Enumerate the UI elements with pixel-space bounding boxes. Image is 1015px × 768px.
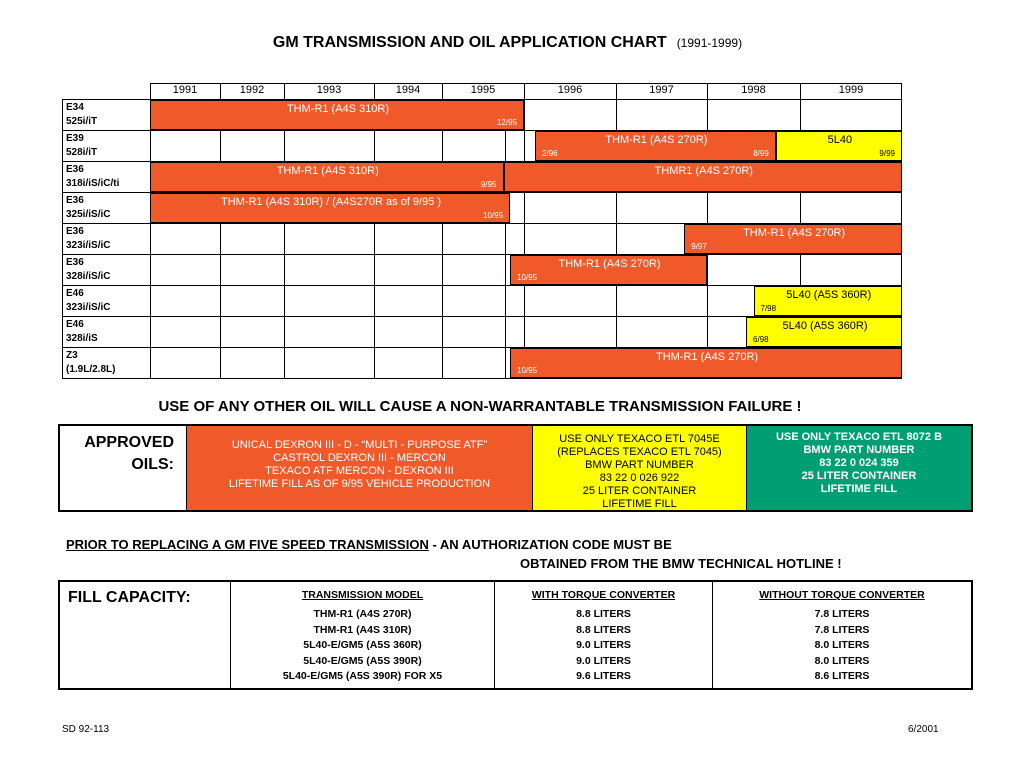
fill-capacity-box bbox=[58, 580, 973, 690]
oil-box-texaco-8072b bbox=[746, 426, 971, 510]
bar-start-date: 6/98 bbox=[753, 335, 769, 344]
model-series: E36 bbox=[66, 257, 84, 268]
fill-col-without-converter bbox=[712, 582, 971, 688]
fill-cell: THM-R1 (A4S 270R) bbox=[313, 608, 412, 620]
model-variant: (1.9L/2.8L) bbox=[66, 364, 116, 375]
fill-cell: 7.8 LITERS bbox=[814, 608, 870, 620]
bar-label: THM-R1 (A4S 310R) bbox=[286, 103, 390, 115]
bar-end-date: 12/95 bbox=[496, 118, 517, 127]
approved-oils-label bbox=[60, 426, 186, 510]
footer-date: 6/2001 bbox=[908, 724, 939, 735]
model-series: E34 bbox=[66, 102, 84, 113]
fill-cell: 8.6 LITERS bbox=[814, 670, 870, 682]
oil-line: 25 LITER CONTAINER bbox=[582, 485, 697, 497]
model-series: E39 bbox=[66, 133, 84, 144]
bar-start-date: 10/95 bbox=[517, 273, 538, 282]
year-header-1999: 1999 bbox=[838, 84, 864, 96]
transmission-bar bbox=[746, 317, 902, 347]
bar-label: THM-R1 (A4S 270R) bbox=[558, 258, 661, 270]
fill-cell: 5L40-E/GM5 (A5S 390R) FOR X5 bbox=[282, 670, 443, 682]
fill-cell: 8.0 LITERS bbox=[814, 654, 870, 667]
authorization-underlined: PRIOR TO REPLACING A GM FIVE SPEED TRANSMISSION bbox=[66, 537, 429, 552]
fill-cell: 5L40-E/GM5 (A5S 360R) bbox=[303, 639, 422, 651]
year-header-1997: 1997 bbox=[649, 84, 674, 96]
authorization-line1 bbox=[66, 537, 672, 552]
fill-cell: THM-R1 (A4S 310R) bbox=[313, 623, 412, 636]
fill-col-model bbox=[230, 582, 494, 688]
year-header-1995: 1995 bbox=[470, 84, 496, 96]
bar-label: THM-R1 (A4S 270R) bbox=[605, 134, 708, 146]
model-label bbox=[66, 349, 115, 377]
model-label bbox=[66, 132, 97, 160]
bar-label: 5L40 bbox=[827, 134, 853, 146]
oil-line: CASTROL DEXRON III - MERCON bbox=[273, 452, 446, 464]
oil-line: LIFETIME FILL AS OF 9/95 VEHICLE PRODUCTION bbox=[228, 478, 491, 490]
oil-line: UNICAL DEXRON III - D - “MULTI - PURPOSE ATF” bbox=[231, 439, 488, 451]
fill-cell: 7.8 LITERS bbox=[814, 623, 870, 636]
model-label bbox=[66, 256, 110, 284]
authorization-line2: OBTAINED FROM THE BMW TECHNICAL HOTLINE ! bbox=[520, 556, 842, 571]
model-series: Z3 bbox=[66, 350, 78, 361]
bar-start-date: 9/97 bbox=[691, 242, 707, 251]
model-label bbox=[66, 163, 119, 191]
oil-line: 83 22 0 026 922 bbox=[599, 472, 680, 484]
bar-label: THM-R1 (A4S 310R) / (A4S270R as of 9/95 ) bbox=[220, 196, 442, 208]
bar-end-date: 8/99 bbox=[753, 149, 769, 158]
transmission-bar bbox=[776, 131, 902, 161]
model-label bbox=[66, 287, 110, 315]
model-variant: 325i/iS/iC bbox=[66, 209, 111, 220]
bar-label: THM-R1 (A4S 270R) bbox=[743, 227, 846, 239]
fill-cell: 9.6 LITERS bbox=[576, 670, 631, 682]
oil-line: (REPLACES TEXACO ETL 7045) bbox=[557, 446, 722, 458]
bar-start-date: 7/98 bbox=[760, 304, 777, 313]
application-grid bbox=[62, 83, 902, 379]
transmission-bar bbox=[504, 162, 903, 192]
model-label bbox=[66, 194, 110, 222]
bar-label: THMR1 (A4S 270R) bbox=[654, 165, 753, 177]
transmission-bar bbox=[754, 286, 903, 316]
oil-box-texaco-7045e bbox=[532, 426, 746, 510]
model-variant: 323i/iS/iC bbox=[66, 240, 111, 251]
year-header-1994: 1994 bbox=[395, 84, 421, 96]
oil-line: USE ONLY TEXACO ETL 8072 B bbox=[775, 431, 943, 443]
oil-line: BMW PART NUMBER bbox=[585, 459, 694, 471]
approved-label-line2: OILS: bbox=[131, 456, 174, 473]
oil-line: 25 LITER CONTAINER bbox=[801, 470, 917, 482]
warning-text: USE OF ANY OTHER OIL WILL CAUSE A NON-WARRANTABLE TRANSMISSION FAILURE ! bbox=[158, 398, 802, 415]
model-label bbox=[66, 101, 97, 129]
bar-label: 5L40 (A5S 360R) bbox=[782, 320, 868, 332]
oil-line: LIFETIME FILL bbox=[602, 498, 677, 510]
approved-label-line1: APPROVED bbox=[84, 434, 174, 451]
transmission-bar bbox=[684, 224, 902, 254]
grid-bottom-line bbox=[62, 378, 902, 379]
bar-end-date: 9/99 bbox=[879, 149, 895, 158]
fill-header: WITHOUT TORQUE CONVERTER bbox=[759, 589, 925, 601]
oil-line: TEXACO ATF MERCON - DEXRON III bbox=[265, 465, 454, 477]
year-header-1996: 1996 bbox=[557, 84, 583, 96]
page-title-range: (1991-1999) bbox=[676, 36, 743, 50]
oil-line: 83 22 0 024 359 bbox=[819, 457, 899, 469]
year-header-1992: 1992 bbox=[239, 84, 265, 96]
authorization-rest: - AN AUTHORIZATION CODE MUST BE bbox=[428, 537, 672, 552]
oil-line: LIFETIME FILL bbox=[820, 483, 898, 495]
model-series: E36 bbox=[66, 164, 84, 175]
model-label bbox=[66, 318, 98, 346]
grid-subcol-line bbox=[505, 99, 506, 379]
model-series: E36 bbox=[66, 226, 84, 237]
model-series: E36 bbox=[66, 195, 84, 206]
model-variant: 525i/iT bbox=[66, 116, 98, 127]
model-series: E46 bbox=[66, 319, 84, 330]
year-header-1991: 1991 bbox=[172, 84, 198, 96]
transmission-bar bbox=[535, 131, 776, 161]
year-header-1998: 1998 bbox=[741, 84, 766, 96]
transmission-bar bbox=[150, 162, 504, 192]
approved-oils-box bbox=[58, 424, 973, 512]
grid-row-line bbox=[62, 254, 902, 255]
model-variant: 318i/iS/iC/ti bbox=[66, 178, 120, 189]
bar-label: THM-R1 (A4S 310R) bbox=[276, 165, 379, 177]
transmission-bar bbox=[510, 348, 902, 378]
grid-left-line bbox=[62, 99, 63, 379]
model-variant: 328i/iS bbox=[66, 333, 98, 344]
model-series: E46 bbox=[66, 288, 84, 299]
fill-cell: 5L40-E/GM5 (A5S 390R) bbox=[303, 654, 422, 667]
grid-col-line bbox=[524, 83, 525, 379]
bar-start-date: 10/95 bbox=[517, 366, 538, 375]
model-variant: 328i/iS/iC bbox=[66, 271, 111, 282]
transmission-bar bbox=[510, 255, 707, 285]
oil-box-unical bbox=[186, 426, 532, 510]
bar-end-date: 10/95 bbox=[483, 211, 504, 220]
transmission-bar bbox=[150, 100, 524, 130]
fill-cell: 8.8 LITERS bbox=[576, 623, 631, 636]
year-header-1993: 1993 bbox=[316, 84, 342, 96]
grid-col-line bbox=[616, 83, 617, 379]
fill-cell: 8.0 LITERS bbox=[814, 639, 870, 651]
transmission-bar bbox=[150, 193, 510, 223]
oil-line: BMW PART NUMBER bbox=[803, 444, 915, 456]
fill-col-with-converter bbox=[494, 582, 712, 688]
fill-cell: 8.8 LITERS bbox=[576, 608, 631, 620]
fill-cell: 9.0 LITERS bbox=[576, 639, 631, 651]
model-variant: 528i/iT bbox=[66, 147, 98, 158]
model-label bbox=[66, 225, 110, 253]
oil-line: USE ONLY TEXACO ETL 7045E bbox=[559, 433, 720, 445]
fill-capacity-label: FILL CAPACITY: bbox=[68, 589, 191, 606]
bar-end-date: 9/95 bbox=[480, 180, 497, 189]
fill-header: WITH TORQUE CONVERTER bbox=[531, 589, 676, 601]
bar-start-date: 2/96 bbox=[542, 149, 558, 158]
model-variant: 323i/iS/iC bbox=[66, 302, 111, 313]
page-title: GM TRANSMISSION AND OIL APPLICATION CHART (1991-1999) bbox=[272, 34, 743, 51]
bar-label: THM-R1 (A4S 270R) bbox=[655, 351, 759, 363]
bar-label: 5L40 (A5S 360R) bbox=[786, 289, 872, 301]
fill-cell: 9.0 LITERS bbox=[576, 654, 631, 667]
footer-doc-number: SD 92-113 bbox=[62, 724, 110, 735]
fill-header: TRANSMISSION MODEL bbox=[301, 589, 424, 601]
